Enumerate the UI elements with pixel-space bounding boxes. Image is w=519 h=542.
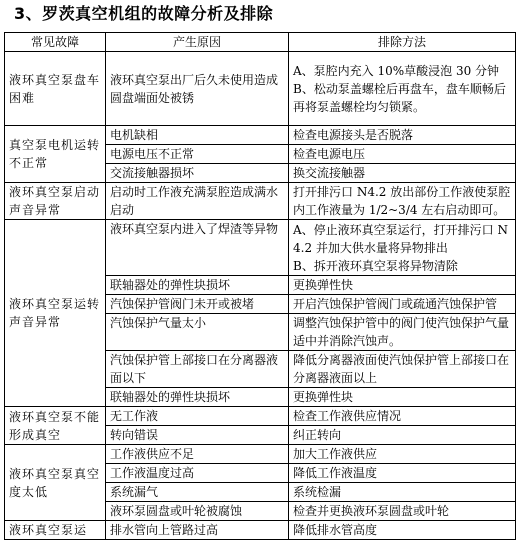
solution-cell: 检查电源接头是否脱落 (289, 126, 516, 145)
solution-cell: 降低分离器液面使汽蚀保护管上部接口在分离器液面以上 (289, 351, 516, 388)
cause-cell: 无工作液 (106, 407, 289, 426)
solution-cell (289, 52, 516, 126)
solution-cell: 纠正转向 (289, 426, 516, 445)
cause-cell: 工作液温度过高 (106, 464, 289, 483)
solution-line: B、拆开液环真空泵将异物清除 (293, 258, 458, 273)
solution-cell: 调整汽蚀保护管中的阀门使汽蚀保护气量适中并消除汽蚀声。 (289, 314, 516, 351)
solution-line: A、停止液环真空泵运行，打开排污口 N4.2 并加大供水量将异物排出 (293, 222, 508, 255)
solution-cell: 降低工作液温度 (289, 464, 516, 483)
fault-cell: 液环真空泵启动声音异常 (5, 183, 106, 220)
header-cause: 产生原因 (106, 33, 289, 52)
cause-cell: 电源电压不正常 (106, 145, 289, 164)
solution-cell: 更换弹性快 (289, 276, 516, 295)
fault-cell: 液环真空泵运转声音异常 (5, 220, 106, 407)
table-row (5, 183, 516, 220)
solution-cell: 开启汽蚀保护管阀门或疏通汽蚀保护管 (289, 295, 516, 314)
fault-cell: 液环真空泵真空度太低 (5, 445, 106, 521)
header-fault: 常见故障 (5, 33, 106, 52)
solution-cell: 系统检漏 (289, 483, 516, 502)
solution-cell: 换交流接触器 (289, 164, 516, 183)
solution-cell: 检查电源电压 (289, 145, 516, 164)
fault-cell: 液环真空泵不能形成真空 (5, 407, 106, 445)
cause-cell: 转向错误 (106, 426, 289, 445)
table-row (5, 407, 516, 426)
solution-line: A、泵腔内充入 10%草酸浸泡 30 分钟 (293, 63, 500, 78)
cause-cell: 液环真空泵出厂后久未使用造成圆盘端面处被锈 (106, 52, 289, 126)
table-row (5, 445, 516, 464)
table-row (5, 52, 516, 126)
cause-cell: 液环真空泵内进入了焊渣等异物 (106, 220, 289, 276)
cause-cell: 汽蚀保护管阀门未开或被堵 (106, 295, 289, 314)
table-row (5, 126, 516, 145)
table-row (5, 521, 516, 540)
solution-cell: 打开排污口 N4.2 放出部份工作液使泵腔内工作液量为 1/2~3/4 左右启动即可。 (289, 183, 516, 220)
table-row (5, 220, 516, 276)
fault-cell: 液环真空泵盘车困难 (5, 52, 106, 126)
header-solution: 排除方法 (289, 33, 516, 52)
cause-cell: 联轴器处的弹性块损坏 (106, 276, 289, 295)
fault-table (4, 32, 516, 540)
solution-cell: 加大工作液供应 (289, 445, 516, 464)
cause-cell: 液环泵圆盘或叶轮被腐蚀 (106, 502, 289, 521)
fault-cell: 液环真空泵运 (5, 521, 106, 540)
cause-cell: 交流接触器损坏 (106, 164, 289, 183)
cause-cell: 系统漏气 (106, 483, 289, 502)
solution-cell: 降低排水管高度 (289, 521, 516, 540)
cause-cell: 电机缺相 (106, 126, 289, 145)
solution-cell: 更换弹性块 (289, 388, 516, 407)
fault-cell: 真空泵电机运转不正常 (5, 126, 106, 183)
solution-cell (289, 220, 516, 276)
section-heading: 3、罗茨真空机组的故障分析及排除 (14, 4, 274, 23)
cause-cell: 汽蚀保护管上部接口在分离器液面以下 (106, 351, 289, 388)
solution-cell: 检查并更换液环泵圆盘或叶轮 (289, 502, 516, 521)
cause-cell: 排水管向上管路过高 (106, 521, 289, 540)
cause-cell: 启动时工作液充满泵腔造成满水启动 (106, 183, 289, 220)
cause-cell: 汽蚀保护气量太小 (106, 314, 289, 351)
solution-line: B、松动泵盖螺栓后再盘车，盘车顺畅后再将泵盖螺栓均匀锁紧。 (293, 81, 506, 114)
cause-cell: 工作液供应不足 (106, 445, 289, 464)
cause-cell: 联轴器处的弹性块损坏 (106, 388, 289, 407)
solution-cell: 检查工作液供应情况 (289, 407, 516, 426)
table-header-row (5, 33, 516, 52)
